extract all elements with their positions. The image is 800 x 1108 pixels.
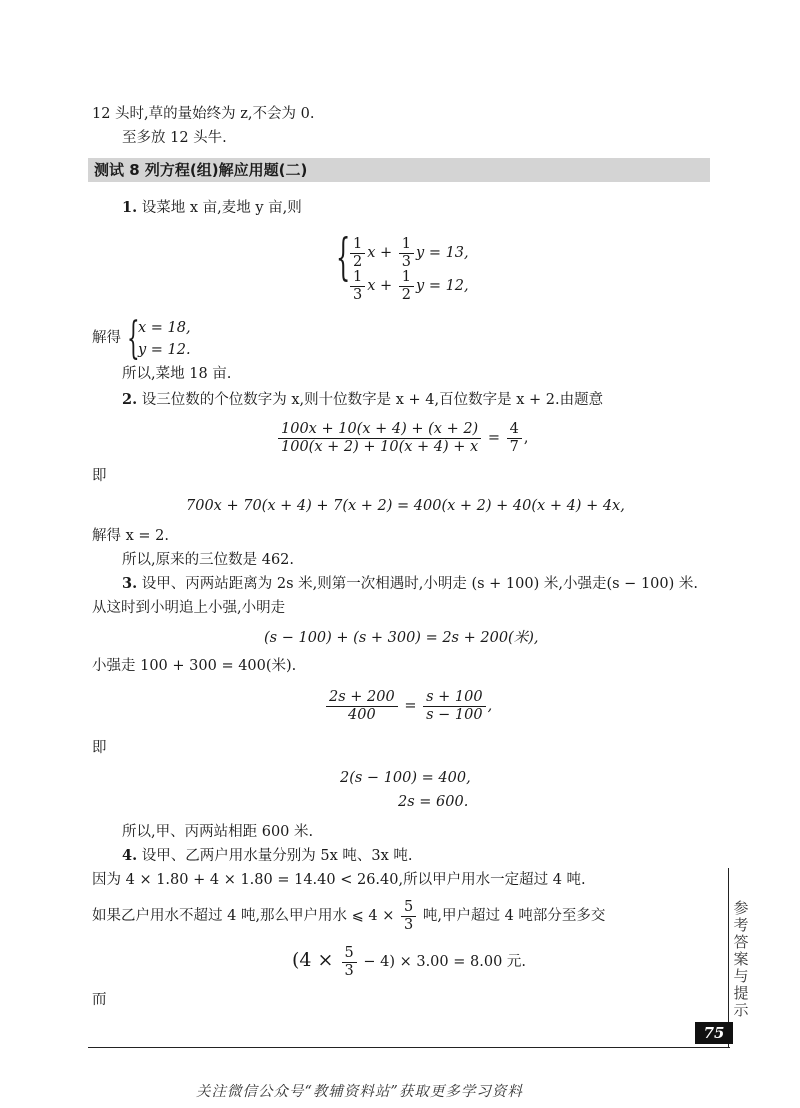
footer-note: 关注微信公众号“教辅资料站”获取更多学习资料 (196, 1084, 523, 1100)
solution-y: y = 12. (138, 342, 191, 358)
solution-x: x = 18, (138, 320, 191, 336)
equation-5: $\frac{2s + 200}{400}$ = $\frac{s + 100}{s - 100}$ , (324, 686, 492, 726)
equation-3: 700x + 70(x + 4) + 7(x + 2) = 400(x + 2) + 40(x + 4) + 4x, (186, 498, 625, 514)
problem-3-intro (122, 574, 698, 594)
equation-1a: $\frac{1}{2}$ x + $\frac{1}{3}$ y = 13, (348, 233, 469, 273)
side-rule (728, 868, 729, 1048)
text-line: 小强走 100 + 300 = 400(米). (92, 658, 297, 674)
fraction: $\frac{5}{3}$ (401, 899, 416, 934)
equation-2: $\frac{100x + 10(x + 4) + (x + 2)}{100(x + 2) + 10(x + 4) + x}$ = $\frac{4}{7}$ , (276, 418, 528, 458)
solution-brace: { (127, 313, 140, 364)
text-line: 如果乙户用水不超过 4 吨,那么甲户用水 ⩽ 4 × $\frac{5}{3}$ 吨,甲户超过 4 吨部分至多交 (92, 898, 606, 933)
problem-1-intro (122, 198, 302, 218)
text-line: 即 (92, 740, 107, 756)
fraction: $\frac{1}{3}$ (399, 236, 414, 271)
equation-6b: 2s = 600. (398, 794, 469, 810)
problem-number: 2. (122, 391, 138, 408)
problem-2-intro (122, 390, 603, 410)
fraction: $\frac{1}{3}$ (350, 269, 365, 304)
problem-text: 设菜地 x 亩,麦地 y 亩,则 (141, 200, 302, 216)
system-brace: { (336, 228, 351, 286)
equation-6a: 2(s − 100) = 400, (340, 770, 471, 786)
text-line: 因为 4 × 1.80 + 4 × 1.80 = 14.40 < 26.40,所以甲户用水一定超过 4 吨. (92, 872, 586, 888)
equation-4: (s − 100) + (s + 300) = 2s + 200(米), (264, 630, 539, 646)
fraction: $\frac{s + 100}{s - 100}$ (423, 689, 486, 724)
problem-number: 1. (122, 199, 138, 216)
solve-label: 解得 (92, 330, 121, 346)
problem-text: 设甲、乙两户用水量分别为 5x 吨、3x 吨. (141, 848, 413, 864)
section-title: 测试 8 列方程(组)解应用题(二) (94, 161, 308, 179)
equation-1b: $\frac{1}{3}$ x + $\frac{1}{2}$ y = 12, (348, 266, 469, 306)
text-line: 解得 x = 2. (92, 528, 169, 544)
side-label: 参考答案与提示 (733, 899, 749, 1019)
text-line: 所以,甲、丙两站相距 600 米. (122, 824, 314, 840)
problem-text: 设甲、丙两站距离为 2s 米,则第一次相遇时,小明走 (s + 100) 米,小强走(s − 100) 米. (141, 576, 698, 592)
text-line: 12 头时,草的量始终为 z,不会为 0. (92, 106, 315, 122)
text-line: 即 (92, 468, 107, 484)
fraction: $\frac{2s + 200}{400}$ (326, 689, 398, 724)
fraction: $\frac{5}{3}$ (342, 945, 357, 980)
page-number: 75 (695, 1022, 733, 1044)
equation-7: (4 × $\frac{5}{3}$ − 4) × 3.00 = 8.00 元. (292, 944, 527, 979)
fraction: $\frac{1}{2}$ (399, 269, 414, 304)
problem-4-intro (122, 846, 413, 866)
text-line: 从这时到小明追上小强,小明走 (92, 600, 286, 616)
fraction: $\frac{100x + 10(x + 4) + (x + 2)}{100(x + 2) + 10(x + 4) + x}$ (278, 421, 481, 456)
text-line: 所以,原来的三位数是 462. (122, 552, 295, 568)
problem-number: 3. (122, 575, 138, 592)
text-line: 而 (92, 992, 107, 1008)
text-line: 所以,菜地 18 亩. (122, 366, 232, 382)
problem-text: 设三位数的个位数字为 x,则十位数字是 x + 4,百位数字是 x + 2.由题意 (141, 392, 604, 408)
text-line: 至多放 12 头牛. (122, 130, 227, 146)
bottom-rule (88, 1047, 730, 1048)
problem-number: 4. (122, 847, 138, 864)
fraction: $\frac{4}{7}$ (507, 421, 522, 456)
fraction: $\frac{1}{2}$ (350, 236, 365, 271)
